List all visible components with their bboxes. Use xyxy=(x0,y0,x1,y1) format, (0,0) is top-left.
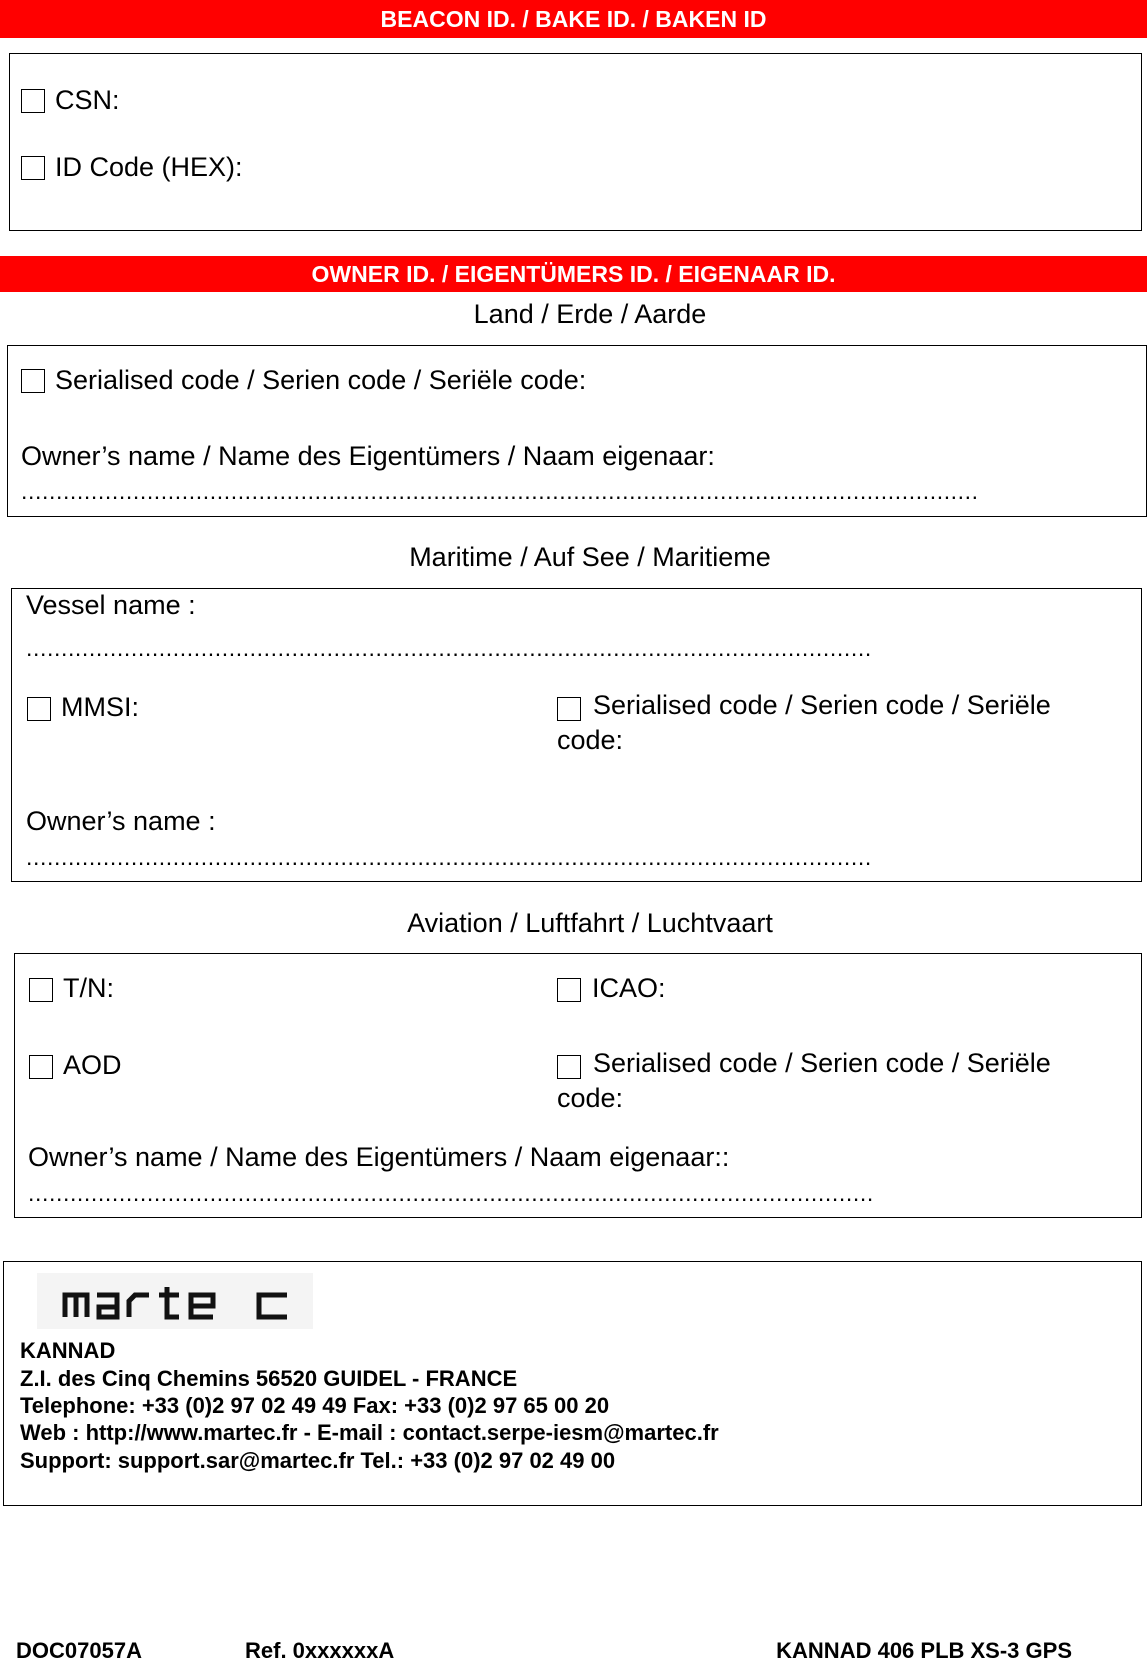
vessel-name-line[interactable]: ......................................................................................................................... xyxy=(26,637,872,660)
owner-id-header: OWNER ID. / EIGENTÜMERS ID. / EIGENAAR ID. xyxy=(0,256,1147,292)
mmsi-label: MMSI: xyxy=(61,692,139,722)
csn-label: CSN: xyxy=(55,85,120,115)
id-code-hex-label: ID Code (HEX): xyxy=(55,152,243,182)
martec-logo xyxy=(37,1273,313,1329)
icao-checkbox[interactable] xyxy=(557,978,581,1002)
maritime-section-title: Maritime / Auf See / Maritieme xyxy=(409,542,771,572)
vessel-name-label: Vessel name : xyxy=(26,590,196,620)
beacon-id-box xyxy=(9,53,1142,231)
svg-text:martec: martec xyxy=(37,1273,41,1274)
aviation-owner-name-line[interactable]: ......................................................................................................................... xyxy=(28,1182,874,1205)
aviation-serialised-code-label: Serialised code / Serien code / Seriële code: xyxy=(557,1048,1051,1114)
company-name: KANNAD xyxy=(20,1338,116,1363)
csn-checkbox[interactable] xyxy=(21,89,45,113)
aod-checkbox[interactable] xyxy=(29,1055,53,1079)
footer-reference: Ref. 0xxxxxxA xyxy=(245,1638,395,1663)
company-support: Support: support.sar@martec.fr Tel.: +33 (0)2 97 02 49 00 xyxy=(20,1448,616,1473)
company-phone: Telephone: +33 (0)2 97 02 49 49 Fax: +33 (0)2 97 65 00 20 xyxy=(20,1393,610,1418)
aviation-owner-name-label: Owner’s name / Name des Eigentümers / Naam eigenaar:: xyxy=(28,1142,730,1172)
land-section-title: Land / Erde / Aarde xyxy=(473,299,707,329)
land-owner-name-label: Owner’s name / Name des Eigentümers / Naam eigenaar: xyxy=(21,441,715,471)
maritime-serialised-code-label: Serialised code / Serien code / Seriële code: xyxy=(557,690,1051,756)
tn-label: T/N: xyxy=(63,973,114,1003)
mmsi-checkbox[interactable] xyxy=(27,697,51,721)
company-web: Web : http://www.martec.fr - E-mail : contact.serpe-iesm@martec.fr xyxy=(20,1420,719,1445)
land-serialised-code-label: Serialised code / Serien code / Seriële code: xyxy=(55,365,587,395)
beacon-id-header: BEACON ID. / BAKE ID. / BAKEN ID xyxy=(0,0,1147,38)
company-address: Z.I. des Cinq Chemins 56520 GUIDEL - FRANCE xyxy=(20,1366,518,1391)
footer-product: KANNAD 406 PLB XS-3 GPS xyxy=(776,1638,1072,1663)
footer-doc-number: DOC07057A xyxy=(16,1638,142,1663)
id-code-hex-checkbox[interactable] xyxy=(21,156,45,180)
icao-label: ICAO: xyxy=(592,973,666,1003)
aod-label: AOD xyxy=(63,1050,122,1080)
maritime-owner-name-label: Owner’s name : xyxy=(26,806,216,836)
land-serialised-code-checkbox[interactable] xyxy=(21,369,45,393)
maritime-owner-name-line[interactable]: ......................................................................................................................... xyxy=(26,846,872,869)
aviation-section-title: Aviation / Luftfahrt / Luchtvaart xyxy=(407,908,773,938)
tn-checkbox[interactable] xyxy=(29,978,53,1002)
land-owner-name-line[interactable]: ......................................................................................................................................... xyxy=(21,480,979,503)
